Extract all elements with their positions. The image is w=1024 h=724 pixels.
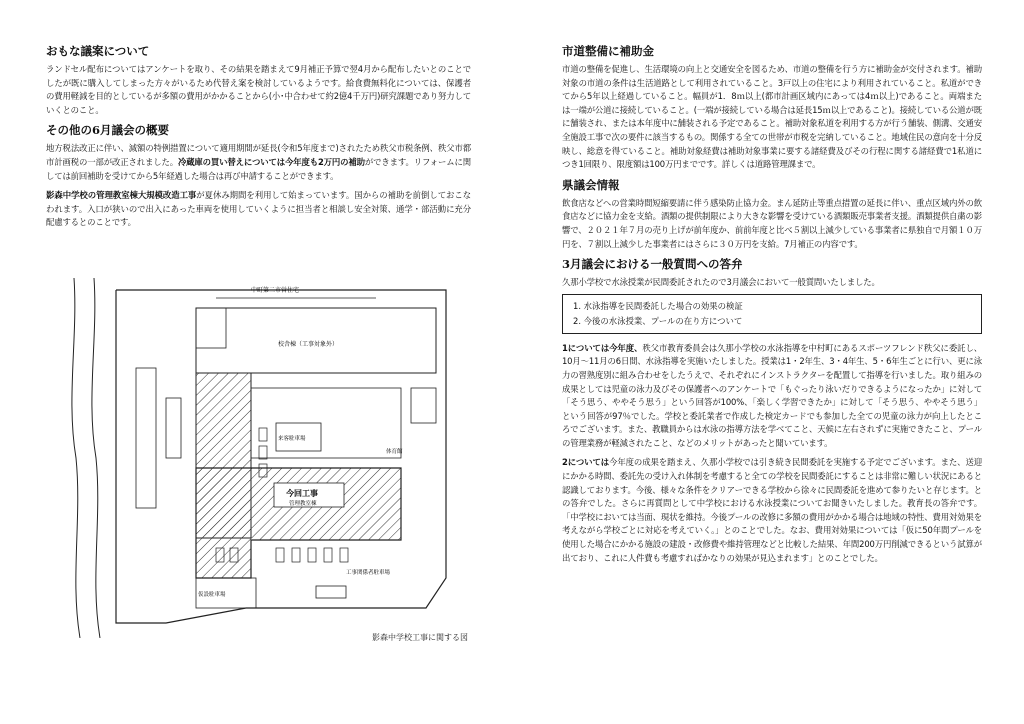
text-answer-1-body: 秩父市教育委員会は久那小学校の水泳指導を中村町にあるスポーツフレンド秩父に委託し、10月～11月の6日間、水泳指導を実施いたしました。授業は1・2年生、3・4年生、5・6年生ごとに行い、更に泳力の習熟度別に組み合わせをしたうえで、それぞれにインストラクターを配置して指導を行いました。取り組みの成果としては児童の泳力及びその保護者へのアンケートで「もぐったり泳いだりできるようになったか」に対して「そう思う、ややそう思う」という回答が100%、「楽しく学習できたか」に対して「そう思う、ややそう思う」という回答が97％でした。学校と委託業者で作成した検定カードでも参加した全ての児童の泳力が向上したところでございます。また、教職員からは水泳の指導方法を学べてこと、天候に左右されずに実施できたこと、プールの管理業務が軽減されたこと、などのメリットがあったと聞いています。 xyxy=(562,342,982,448)
text-tax-revision: 地方税法改正に伴い、減額の特例措置について適用期間が延長(令和5年度まで)されたため秩父市税条例、秩父市都市計画税の一部が改正されました。 xyxy=(46,143,471,167)
label-work: 今回工事 xyxy=(286,489,318,498)
text-june-session-1 xyxy=(46,142,471,183)
left-column xyxy=(46,44,471,236)
label-work-sub: 管理教室棟 xyxy=(289,501,317,507)
text-answer-1-lead: 1については今年度、 xyxy=(562,342,643,353)
heading-prefecture: 県議会情報 xyxy=(562,177,620,192)
label-road: 中町第二市営住宅 xyxy=(251,287,300,294)
map-caption: 影森中学校工事に関する図 xyxy=(372,633,468,642)
heading-road-subsidy: 市道整備に補助金 xyxy=(562,44,654,58)
label-parking: 来客駐車場 xyxy=(278,436,306,442)
text-road-subsidy: 市道の整備を促進し、生活環境の向上と交通安全を図るため、市道の整備を行う方に補助金が交付されます。補助対象の市道の条件は生活道路として利用されていること。3戸以上の住宅により利用されていること。私道ができてから5年以上経過していること。幅員が1．8ｍ以上(都市計画区域内にあっては4ｍ以上)であること。両端または一端が公道に接続していること。(一端が接続している場合は延長15ｍ以上であること)。接続している公道が既に舗装され、または本年度中に舗装される予定であること。補助対象私道を利用する方が行う舗装、側溝、交通安全施設工事で次の要件に該当するもの。関係する全ての世帯が市税を完納していること。地域住民の意向を十分反映し、総意を得ていること。補助対象経費は補助対象事業に要する諸経費及びその行程に関する諸経費で1私道につき1回限り、限度額は100万円までです。詳しくは道路管理課まで。 xyxy=(562,64,982,170)
question-item: 1. 水泳指導を民間委託した場合の効果の検証 xyxy=(573,300,743,311)
question-item: 2. 今後の水泳授業、プールの在り方について xyxy=(573,315,743,326)
text-fridge-subsidy: 冷蔵庫の買い替えについては今年度も2万円の補助 xyxy=(177,156,365,167)
label-building: 校舎棟（工事対象外） xyxy=(278,341,339,348)
text-answer-2-lead: 2については xyxy=(562,457,610,468)
text-reform: ができます。リフォームに関しては前回補助を受けてから5年経過した場合は再び申請することができます。 xyxy=(46,156,471,181)
text-answer-2-body: 今年度の成果を踏まえ、久那小学校では引き続き民間委託を実施する予定でございます。また、送迎にかかる時間、委託先の受け入れ体制を考慮すると全ての学校を民間委託にすることは非常に難しい状況にあると認識しております。今後、様々な条件をクリアーできる学校から徐々に民間委託を進めて参りたいと存じます。との答弁でした。さらに再質問として中学校における水泳授業についてお聞きいたしました。教育長の答弁です。「中学校においては当面、現状を維持。今後プールの改修に多額の費用がかかる場合は地域の特性、費用対効果を考えながら学校ごとに対応を考えていく。」とのことでした。なお、費用対効果については「仮に50年間プールを使用した場合にかかる施設の建設・改修費や維持管理などと比較した結果、年間200万円削減できるという試算が出ており、これに人件費も考慮すればかなりの効果が見込まれます」とのことでした。 xyxy=(562,457,982,563)
text-school-renovation: 影森中学校の管理教室棟大規模改造工事 xyxy=(46,190,197,201)
heading-main-bills: おもな議案について xyxy=(46,44,150,58)
heading-june-session: その他の6月議会の概要 xyxy=(46,123,170,138)
text-question-intro: 久那小学校で水泳授業が民間委託されたので3月議会において一般質問いたしました。 xyxy=(562,277,880,288)
right-column xyxy=(562,44,982,571)
question-box xyxy=(562,294,982,334)
text-prefecture: 飲食店などへの営業時間短縮要請に伴う感染防止協力金。まん延防止等重点措置の延長に伴い、重点区域内外の飲食店などに協力金を支給。酒類の提供制限により大きな影響を受けている酒類販売事業者支援。酒類提供自粛の影響で、２０２１年７月の売り上げが前年度か、前前年度と比べ５割以上減少している事業者に県独自で月額１０万円を、７割以上減少した事業者にはさらに３０万円を支給。7月補正の内容です。 xyxy=(562,197,982,249)
heading-general-question: 3月議会における一般質問への答弁 xyxy=(562,257,743,272)
text-main-bills: ランドセル配布についてはアンケートを取り、その結果を踏まえて9月補正予算で翌4月から配布したいとのことでしたが既に購入してしまった方々がいるため代替え案を検討しているようです。給食費無料化については、保護者の費用軽減を目的としているが多額の費用がかかることから(小･中合わせて約2億4千万円)研究課題であり努力していくとのこと。 xyxy=(46,64,471,115)
school-site-plan xyxy=(46,278,471,638)
label-temp-parking: 仮設駐車場 xyxy=(198,592,226,598)
text-answer-1 xyxy=(562,342,982,451)
text-answer-2 xyxy=(562,456,982,565)
text-school-renovation-detail: が夏休み期間を利用して始まっています。国からの補助を前倒しておこなわれます。入口が狭いので出入にあった車両を使用していくように担当者と相談し安全対策、通学・部活動に充分配慮するとのことです。 xyxy=(46,190,471,228)
label-worker-parking: 工事関係者駐車場 xyxy=(346,570,391,576)
text-june-session-2 xyxy=(46,189,471,230)
label-gym: 体育館 xyxy=(386,449,403,455)
